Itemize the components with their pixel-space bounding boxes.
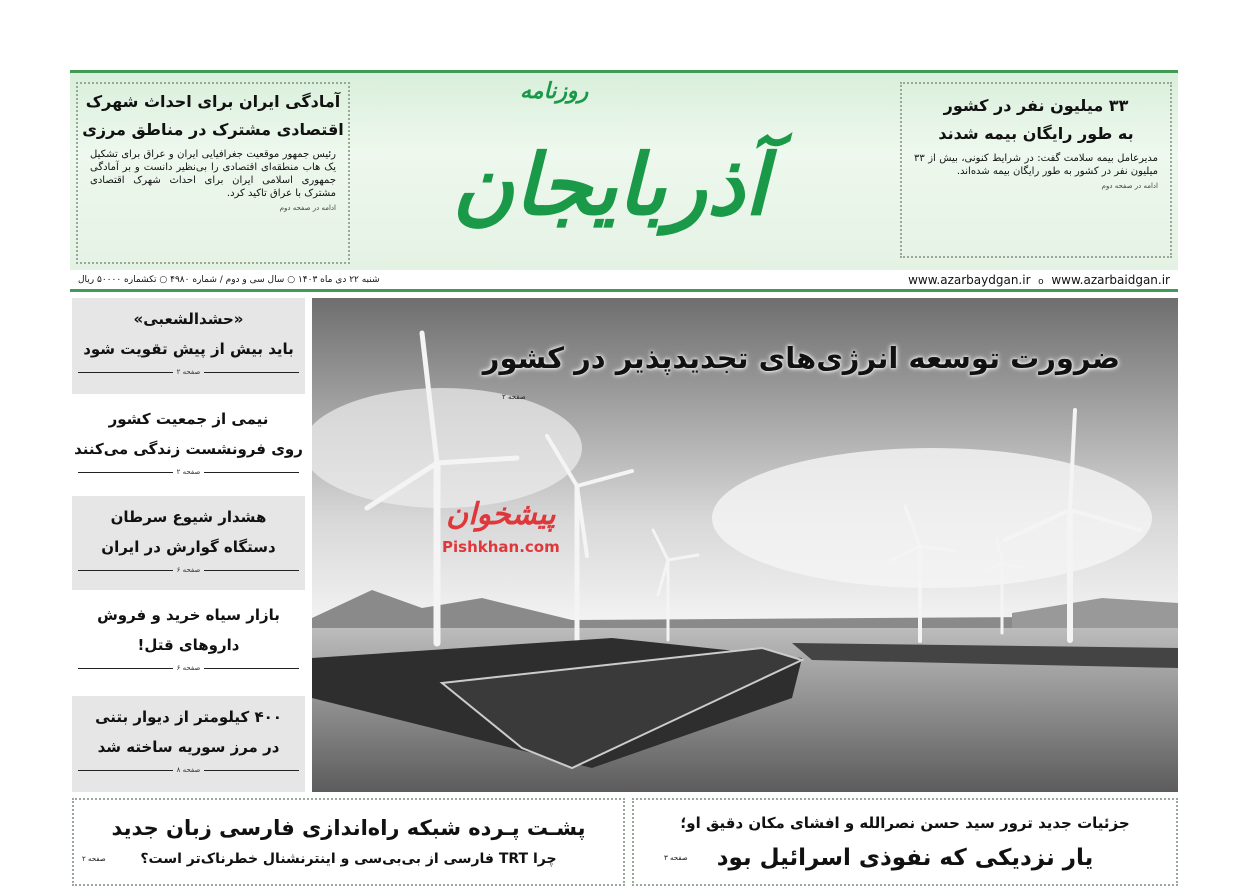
bottom-right-kicker: جزئیات جدید ترور سید حسن نصرالله و افشای مکان دقیق او؛ (680, 814, 1130, 832)
page-ref: صفحه ۲ (176, 368, 201, 376)
left-teaser-body: رئیس جمهور موقعیت جغرافیایی ایران و عراق برای تشکیل یک هاب منطقه‌ای اقتصادی را بی‌نظیر دانست و بر آمادگی جمهوری اسلامی ایران برای احداث شهرک اقتصادی مشترک با عراق تاکید کرد. (90, 149, 336, 199)
news-line-1: نیمی از جمعیت کشور (108, 410, 269, 428)
left-teaser-continued: ادامه در صفحه دوم (279, 204, 336, 212)
right-teaser-body: مدیرعامل بیمه سلامت گفت: در شرایط کنونی، بیش از ۳۳ میلیون نفر در کشور به طور رایگان بیمه شده‌اند. (914, 153, 1158, 177)
right-teaser-headline-2: به طور رایگان بیمه شدند (938, 124, 1134, 143)
bottom-right-headline: یار نزدیکی که نفوذی اسرائیل بود (716, 845, 1094, 871)
news-line-2: روی فرونشست زندگی می‌کنند (74, 440, 303, 458)
page-ref: صفحه ۲ (176, 468, 201, 476)
bottom-left-headline: پشـت پـرده شبکه راه‌اندازی فارسی زبان جدید (111, 816, 586, 840)
url-separator: o (1038, 276, 1044, 287)
right-teaser-box[interactable] (900, 82, 1172, 258)
main-story-page-ref: صفحه ۲ (502, 393, 526, 401)
sidebar-news-item[interactable] (72, 298, 305, 394)
news-line-1: بازار سیاه خرید و فروش (97, 606, 280, 624)
page-ref: صفحه ۶ (176, 566, 201, 574)
pishkhan-watermark (442, 493, 560, 557)
watermark-en: Pishkhan.com (442, 538, 560, 556)
newspaper-logo (400, 64, 820, 264)
issue-info: شنبه ۲۲ دی ماه ۱۴۰۳ ○ سال سی و دوم / شماره ۴۹۸۰ ○ تکشماره ۵۰۰۰۰ ریال (78, 274, 380, 285)
info-bar (70, 270, 1178, 292)
sidebar-news-item[interactable] (72, 594, 305, 692)
page-ref-divider (78, 662, 299, 674)
website-link-2[interactable]: www.azarbaidgan.ir (1051, 272, 1170, 287)
right-teaser-headline-1: ۳۳ میلیون نفر در کشور (943, 96, 1129, 115)
bottom-right-page-ref: صفحه ۳ (664, 854, 688, 862)
sidebar-news-item[interactable] (72, 696, 305, 792)
left-teaser-headline-2: اقتصادی مشترک در مناطق مرزی (82, 120, 344, 139)
right-teaser-continued: ادامه در صفحه دوم (1101, 182, 1158, 190)
page-ref-divider (78, 466, 299, 478)
left-teaser-headline-1: آمادگی ایران برای احداث شهرک (85, 92, 341, 111)
sidebar-news-item[interactable] (72, 398, 305, 492)
page-ref-divider (78, 564, 299, 576)
page-ref: صفحه ۸ (176, 766, 201, 774)
news-line-1: هشدار شیوع سرطان (110, 508, 267, 526)
news-line-1: «حشدالشعبی» (133, 310, 244, 328)
website-link-1[interactable]: www.azarbaydgan.ir (908, 272, 1031, 287)
bottom-right-story[interactable] (632, 798, 1178, 886)
news-line-2: داروهای قتل! (137, 636, 240, 654)
logo-title: آذربایجان (452, 136, 768, 234)
sidebar-news-item[interactable] (72, 496, 305, 590)
bottom-left-story[interactable] (72, 798, 625, 886)
news-line-2: باید بیش از پیش تقویت شود (83, 340, 294, 358)
news-line-1: ۴۰۰ کیلومتر از دیوار بتنی (95, 708, 282, 726)
news-line-2: دستگاه گوارش در ایران (101, 538, 276, 556)
logo-subtitle: روزنامه (520, 79, 589, 104)
bottom-left-subhead: چرا TRT فارسی از بی‌بی‌سی و اینترنشنال خطرناک‌تر است؟ (140, 851, 557, 867)
main-headline[interactable]: ضرورت توسعه انرژی‌های تجدیدپذیر در کشور (482, 341, 1120, 375)
page-ref: صفحه ۶ (176, 664, 201, 672)
news-line-2: در مرز سوریه ساخته شد (97, 738, 280, 756)
watermark-fa: پیشخوان (446, 497, 556, 532)
website-links (908, 273, 1170, 287)
page-ref-divider (78, 366, 299, 378)
bottom-left-page-ref: صفحه ۲ (82, 855, 106, 863)
page-ref-divider (78, 764, 299, 776)
main-photo[interactable] (312, 298, 1178, 792)
left-teaser-box[interactable] (76, 82, 350, 264)
